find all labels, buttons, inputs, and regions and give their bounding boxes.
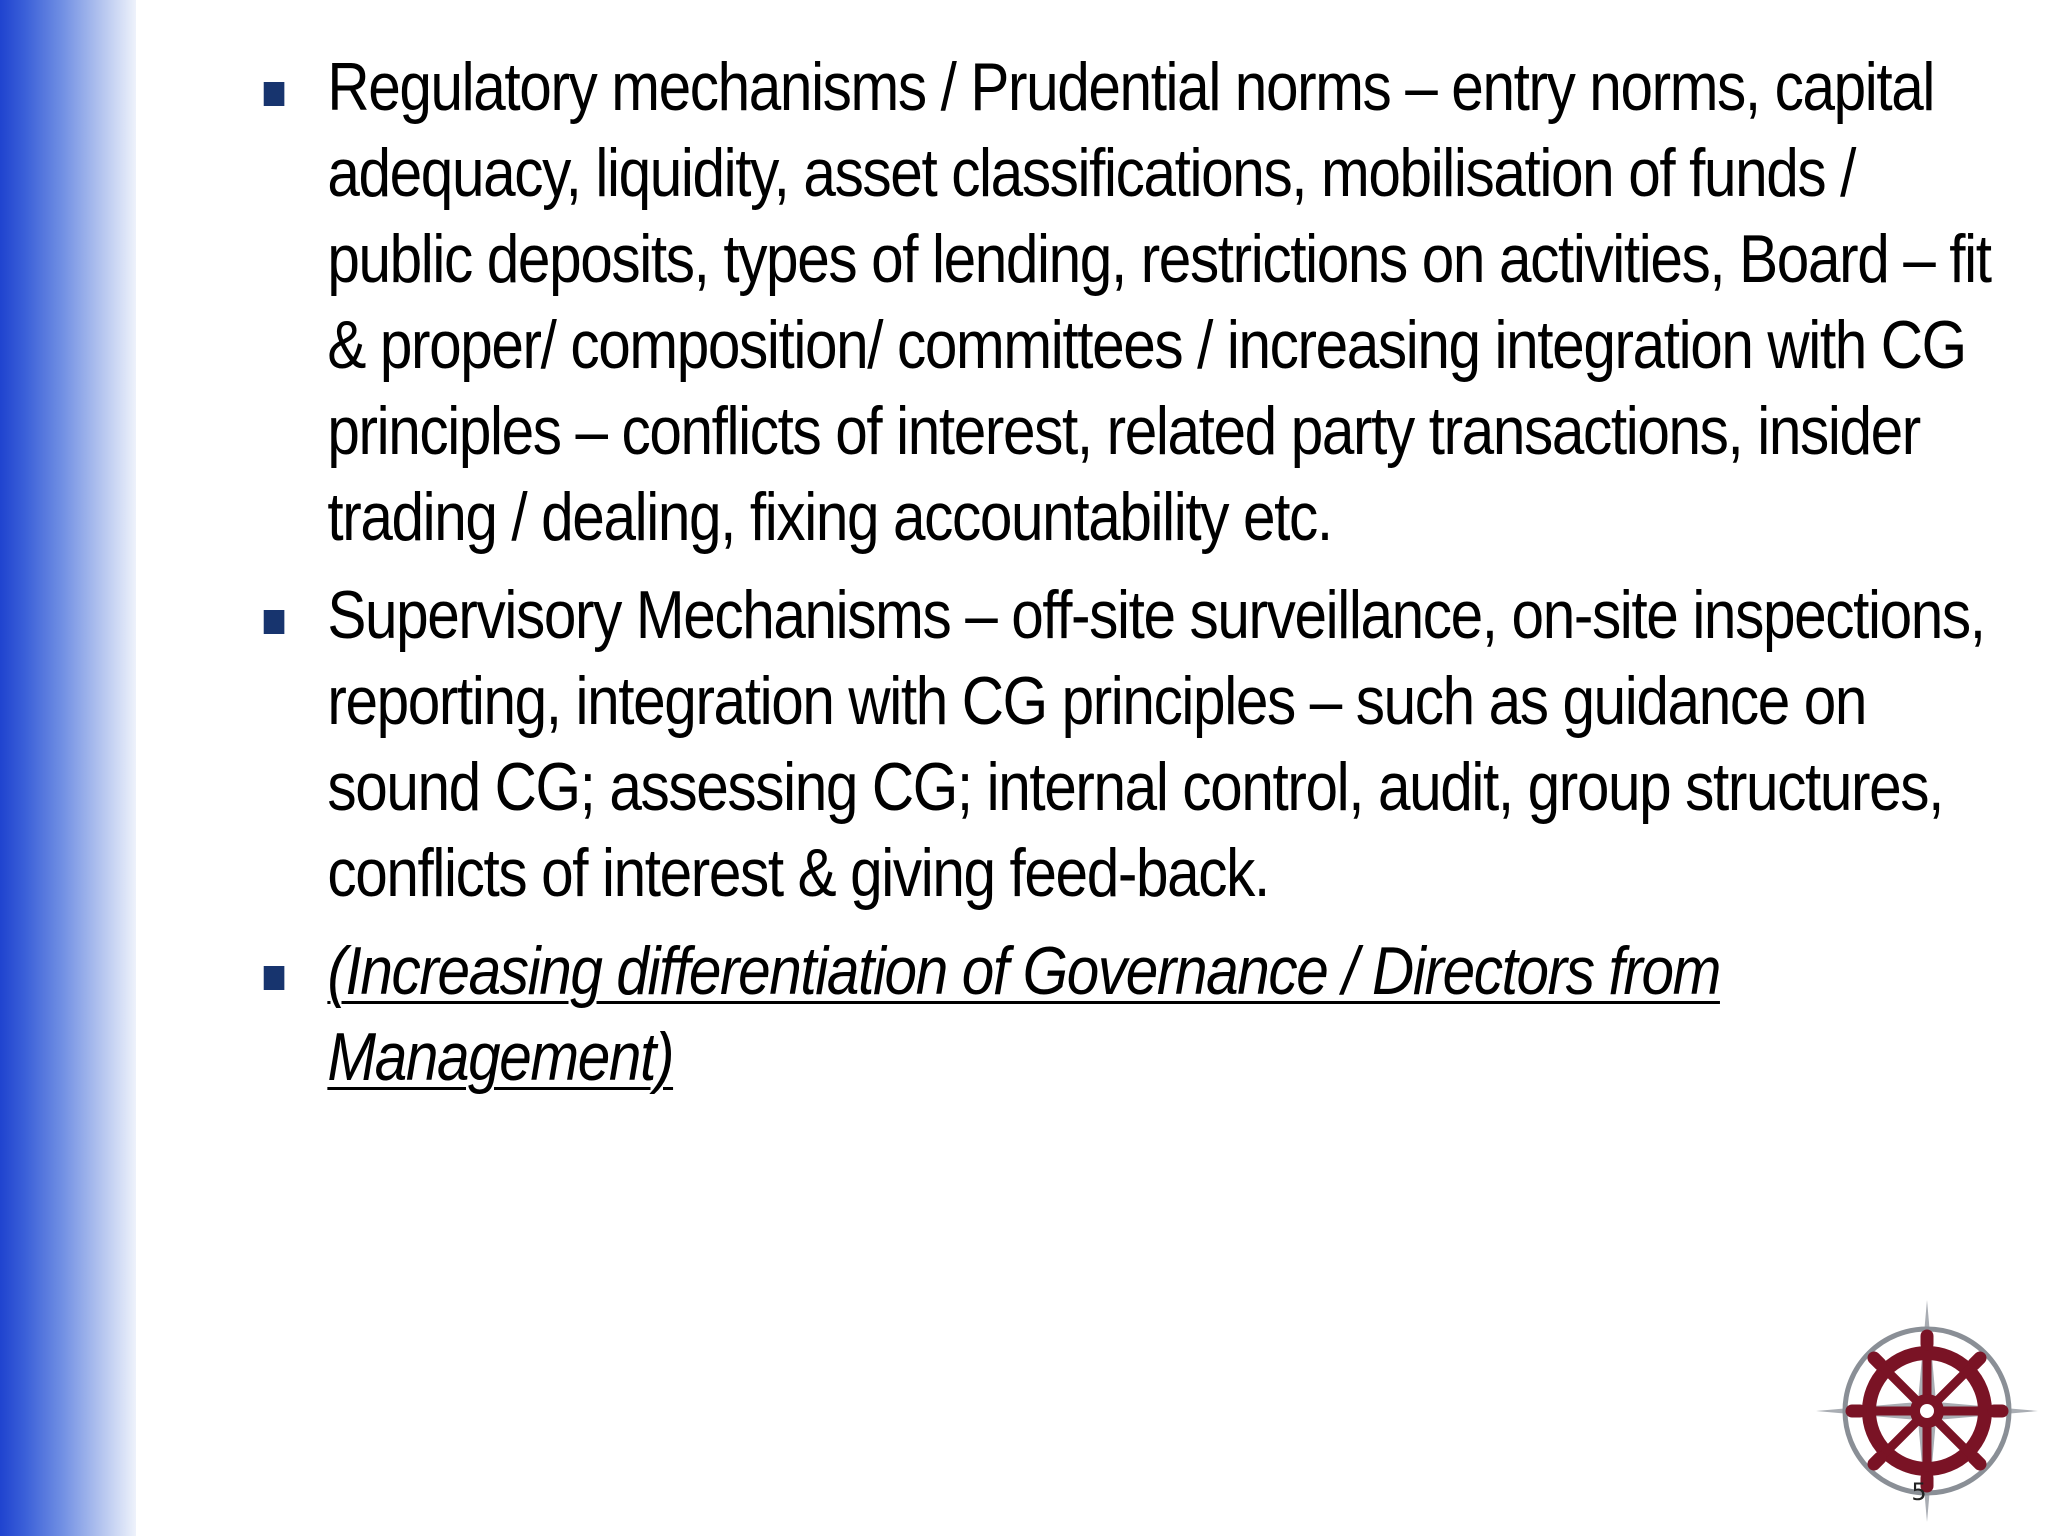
square-bullet-icon — [264, 966, 285, 990]
bullet-text: Supervisory Mechanisms – off-site surveillance, on-site inspections, reporting, integration with CG principles – such as guidance on sound CG; assessing CG; internal control, audit, group structures, conflicts of interest & giving feed-back. — [327, 577, 1985, 911]
wheel-hub-center — [1920, 1404, 1934, 1418]
side-gradient-bar — [0, 0, 136, 1536]
bullet-item-differentiation — [262, 928, 1724, 1100]
page-number: 5 — [1911, 1478, 1927, 1506]
bullet-text-emphasized: (Increasing differentiation of Governance / Directors from Management) — [327, 933, 1720, 1095]
bullet-text: Regulatory mechanisms / Prudential norms – entry norms, capital adequacy, liquidity, asset classifications, mobilisation of funds / public deposits, types of lending, restrictions on activities, Board – fit & proper/ composition/ committees / increasing integration with CG principles – conflicts of interest, related party transactions, insider trading / dealing, fixing accountability etc. — [327, 49, 1991, 555]
bullet-list — [262, 44, 1991, 1112]
square-bullet-icon — [264, 610, 285, 634]
square-bullet-icon — [264, 82, 285, 106]
bullet-item-supervisory — [262, 572, 1985, 916]
bullet-item-regulatory — [262, 44, 1991, 560]
